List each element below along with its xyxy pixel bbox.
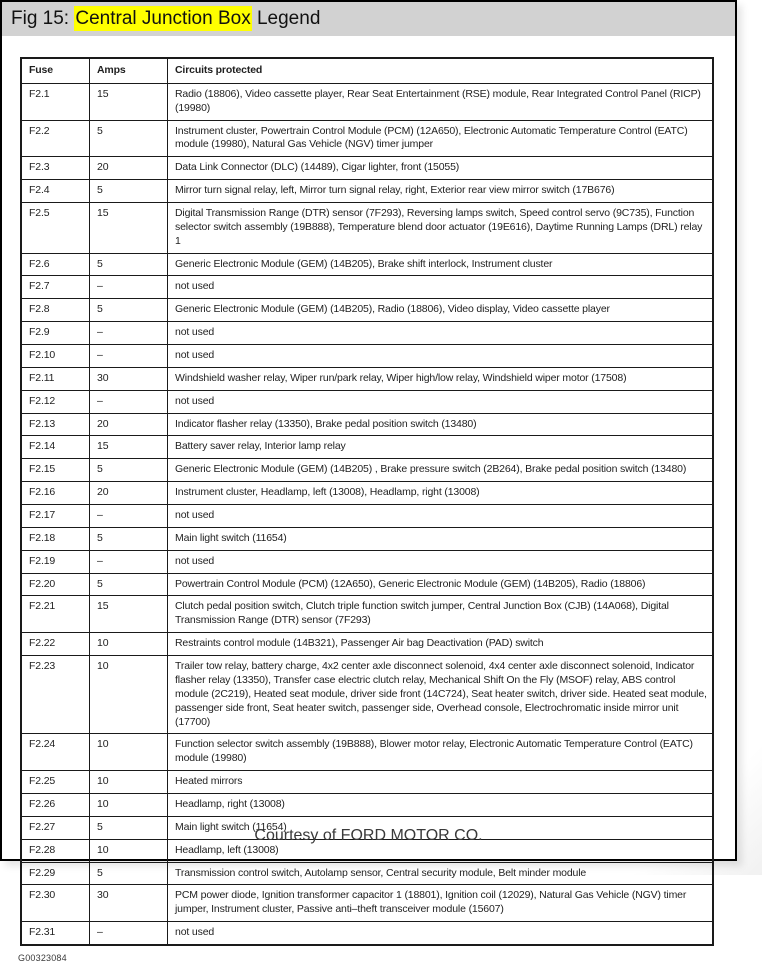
amps-cell: 5 bbox=[90, 299, 168, 322]
circuits-cell: Windshield washer relay, Wiper run/park relay, Wiper high/low relay, Windshield wiper motor (17508) bbox=[168, 367, 714, 390]
fuse-cell: F2.2 bbox=[21, 120, 90, 157]
amps-cell: 10 bbox=[90, 793, 168, 816]
circuits-cell: Trailer tow relay, battery charge, 4x2 center axle disconnect solenoid, 4x4 center axle disconnect solenoid, Indicator flasher relay (13350), Transfer case electric clutch relay, Mechanical Shift On the Fly (MSOF) relay, ABS control module (2C219), Heated seat module, driver side front (14C724), Seat heater switch, driver side. Heated seat module, passenger side front, Seat heater switch, passenger side, Overhead console, Electrochromatic inside mirror unit (17700) bbox=[168, 656, 714, 734]
fuse-cell: F2.7 bbox=[21, 276, 90, 299]
fuse-cell: F2.15 bbox=[21, 459, 90, 482]
fuse-cell: F2.3 bbox=[21, 157, 90, 180]
amps-cell: – bbox=[90, 505, 168, 528]
table-row bbox=[21, 573, 713, 596]
fuse-cell: F2.21 bbox=[21, 596, 90, 633]
courtesy-line: Courtesy of FORD MOTOR CO. bbox=[254, 827, 483, 844]
circuits-cell: not used bbox=[168, 505, 714, 528]
circuits-cell: not used bbox=[168, 550, 714, 573]
figure-title-prefix: Fig 15: bbox=[11, 8, 75, 29]
fuse-cell: F2.24 bbox=[21, 734, 90, 771]
figure-title-suffix: Legend bbox=[251, 8, 321, 29]
circuits-cell: Generic Electronic Module (GEM) (14B205), Brake shift interlock, Instrument cluster bbox=[168, 253, 714, 276]
circuits-cell: not used bbox=[168, 922, 714, 945]
circuits-cell: Radio (18806), Video cassette player, Rear Seat Entertainment (RSE) module, Rear Integrated Control Panel (RICP) (19980) bbox=[168, 83, 714, 120]
table-row bbox=[21, 656, 713, 734]
fuse-cell: F2.9 bbox=[21, 322, 90, 345]
amps-cell: 10 bbox=[90, 839, 168, 862]
table-row bbox=[21, 83, 713, 120]
table-row bbox=[21, 862, 713, 885]
circuits-cell: Data Link Connector (DLC) (14489), Cigar lighter, front (15055) bbox=[168, 157, 714, 180]
table-row bbox=[21, 793, 713, 816]
amps-cell: 20 bbox=[90, 482, 168, 505]
circuits-cell: Mirror turn signal relay, left, Mirror turn signal relay, right, Exterior rear view mirror switch (17B676) bbox=[168, 180, 714, 203]
table-row bbox=[21, 367, 713, 390]
circuits-cell: PCM power diode, Ignition transformer capacitor 1 (18801), Ignition coil (12029), Natural Gas Vehicle (NGV) timer jumper, Instrument cluster, Passive anti–theft transceiver module (15607) bbox=[168, 885, 714, 922]
amps-cell: 10 bbox=[90, 633, 168, 656]
circuits-cell: not used bbox=[168, 390, 714, 413]
table-row bbox=[21, 390, 713, 413]
circuits-cell: Heated mirrors bbox=[168, 771, 714, 794]
circuits-cell: Digital Transmission Range (DTR) sensor (7F293), Reversing lamps switch, Speed control servo (9C735), Function selector switch assembly (19B888), Temperature blend door actuator (19E616), Daytime Running Lamps (DRL) relay 1 bbox=[168, 203, 714, 254]
circuits-cell: Clutch pedal position switch, Clutch triple function switch jumper, Central Junction Box (CJB) (14A068), Digital Transmission Range (DTR) sensor (7F293) bbox=[168, 596, 714, 633]
amps-cell: – bbox=[90, 345, 168, 368]
amps-cell: 10 bbox=[90, 734, 168, 771]
fuse-cell: F2.25 bbox=[21, 771, 90, 794]
circuits-cell: Indicator flasher relay (13350), Brake pedal position switch (13480) bbox=[168, 413, 714, 436]
amps-cell: 15 bbox=[90, 83, 168, 120]
circuits-cell: not used bbox=[168, 345, 714, 368]
table-row bbox=[21, 922, 713, 945]
column-header-fuse: Fuse bbox=[21, 58, 90, 83]
amps-cell: 10 bbox=[90, 771, 168, 794]
fuse-cell: F2.4 bbox=[21, 180, 90, 203]
table-row bbox=[21, 180, 713, 203]
table-row bbox=[21, 550, 713, 573]
table-row bbox=[21, 505, 713, 528]
amps-cell: 30 bbox=[90, 367, 168, 390]
fuse-cell: F2.20 bbox=[21, 573, 90, 596]
fuse-cell: F2.1 bbox=[21, 83, 90, 120]
amps-cell: 10 bbox=[90, 656, 168, 734]
amps-cell: 5 bbox=[90, 459, 168, 482]
circuits-cell: Function selector switch assembly (19B888), Blower motor relay, Electronic Automatic Temperature Control (EATC) module (19980) bbox=[168, 734, 714, 771]
amps-cell: 15 bbox=[90, 203, 168, 254]
table-header-row bbox=[21, 58, 713, 83]
fuse-cell: F2.28 bbox=[21, 839, 90, 862]
circuits-cell: Generic Electronic Module (GEM) (14B205) , Brake pressure switch (2B264), Brake pedal position switch (13480) bbox=[168, 459, 714, 482]
column-header-amps: Amps bbox=[90, 58, 168, 83]
amps-cell: – bbox=[90, 322, 168, 345]
amps-cell: 5 bbox=[90, 120, 168, 157]
amps-cell: – bbox=[90, 276, 168, 299]
fuse-cell: F2.26 bbox=[21, 793, 90, 816]
circuits-cell: Generic Electronic Module (GEM) (14B205), Radio (18806), Video display, Video cassette player bbox=[168, 299, 714, 322]
circuits-cell: Powertrain Control Module (PCM) (12A650), Generic Electronic Module (GEM) (14B205), Radio (18806) bbox=[168, 573, 714, 596]
figure-code: G00323084 bbox=[18, 952, 67, 963]
table-row bbox=[21, 322, 713, 345]
amps-cell: 5 bbox=[90, 253, 168, 276]
table-row bbox=[21, 157, 713, 180]
circuits-cell: Transmission control switch, Autolamp sensor, Central security module, Belt minder module bbox=[168, 862, 714, 885]
circuits-cell: Battery saver relay, Interior lamp relay bbox=[168, 436, 714, 459]
circuits-cell: Instrument cluster, Powertrain Control Module (PCM) (12A650), Electronic Automatic Temperature Control (EATC) module (19980), Natural Gas Vehicle (NGV) timer jumper bbox=[168, 120, 714, 157]
fuse-cell: F2.18 bbox=[21, 527, 90, 550]
amps-cell: 5 bbox=[90, 180, 168, 203]
table-row bbox=[21, 482, 713, 505]
table-row bbox=[21, 734, 713, 771]
amps-cell: – bbox=[90, 390, 168, 413]
fuse-cell: F2.14 bbox=[21, 436, 90, 459]
table-header bbox=[21, 58, 713, 83]
table-row bbox=[21, 436, 713, 459]
fuse-cell: F2.6 bbox=[21, 253, 90, 276]
circuits-cell: Instrument cluster, Headlamp, left (13008), Headlamp, right (13008) bbox=[168, 482, 714, 505]
amps-cell: 5 bbox=[90, 527, 168, 550]
amps-cell: 15 bbox=[90, 436, 168, 459]
table-row bbox=[21, 276, 713, 299]
table-row bbox=[21, 771, 713, 794]
fuse-cell: F2.10 bbox=[21, 345, 90, 368]
amps-cell: 5 bbox=[90, 816, 168, 839]
circuits-cell: Main light switch (11654) bbox=[168, 527, 714, 550]
column-header-circuits: Circuits protected bbox=[168, 58, 714, 83]
table-row bbox=[21, 299, 713, 322]
fuse-cell: F2.12 bbox=[21, 390, 90, 413]
fuse-cell: F2.27 bbox=[21, 816, 90, 839]
fuse-cell: F2.11 bbox=[21, 367, 90, 390]
table-row bbox=[21, 120, 713, 157]
fuse-legend-table bbox=[20, 57, 714, 946]
fuse-cell: F2.22 bbox=[21, 633, 90, 656]
table-row bbox=[21, 253, 713, 276]
table-body bbox=[21, 83, 713, 945]
circuits-cell: Main light switch (11654) bbox=[168, 816, 714, 839]
table-row bbox=[21, 459, 713, 482]
amps-cell: 15 bbox=[90, 596, 168, 633]
fuse-cell: F2.8 bbox=[21, 299, 90, 322]
table-row bbox=[21, 885, 713, 922]
amps-cell: – bbox=[90, 550, 168, 573]
table-row bbox=[21, 413, 713, 436]
amps-cell: – bbox=[90, 922, 168, 945]
fuse-cell: F2.16 bbox=[21, 482, 90, 505]
table-row bbox=[21, 527, 713, 550]
table-row bbox=[21, 596, 713, 633]
fuse-cell: F2.30 bbox=[21, 885, 90, 922]
fuse-cell: F2.13 bbox=[21, 413, 90, 436]
amps-cell: 5 bbox=[90, 573, 168, 596]
amps-cell: 30 bbox=[90, 885, 168, 922]
fuse-cell: F2.29 bbox=[21, 862, 90, 885]
circuits-cell: Restraints control module (14B321), Passenger Air bag Deactivation (PAD) switch bbox=[168, 633, 714, 656]
fuse-cell: F2.31 bbox=[21, 922, 90, 945]
table-row bbox=[21, 633, 713, 656]
amps-cell: 20 bbox=[90, 157, 168, 180]
table-row bbox=[21, 345, 713, 368]
fuse-cell: F2.17 bbox=[21, 505, 90, 528]
amps-cell: 20 bbox=[90, 413, 168, 436]
amps-cell: 5 bbox=[90, 862, 168, 885]
figure-title-bar bbox=[2, 2, 735, 36]
figure-title-highlight: Central Junction Box bbox=[75, 8, 251, 29]
fuse-cell: F2.23 bbox=[21, 656, 90, 734]
circuits-cell: Headlamp, right (13008) bbox=[168, 793, 714, 816]
circuits-cell: not used bbox=[168, 276, 714, 299]
fuse-cell: F2.5 bbox=[21, 203, 90, 254]
table-row bbox=[21, 203, 713, 254]
fuse-cell: F2.19 bbox=[21, 550, 90, 573]
circuits-cell: not used bbox=[168, 322, 714, 345]
circuits-cell: Headlamp, left (13008) bbox=[168, 839, 714, 862]
